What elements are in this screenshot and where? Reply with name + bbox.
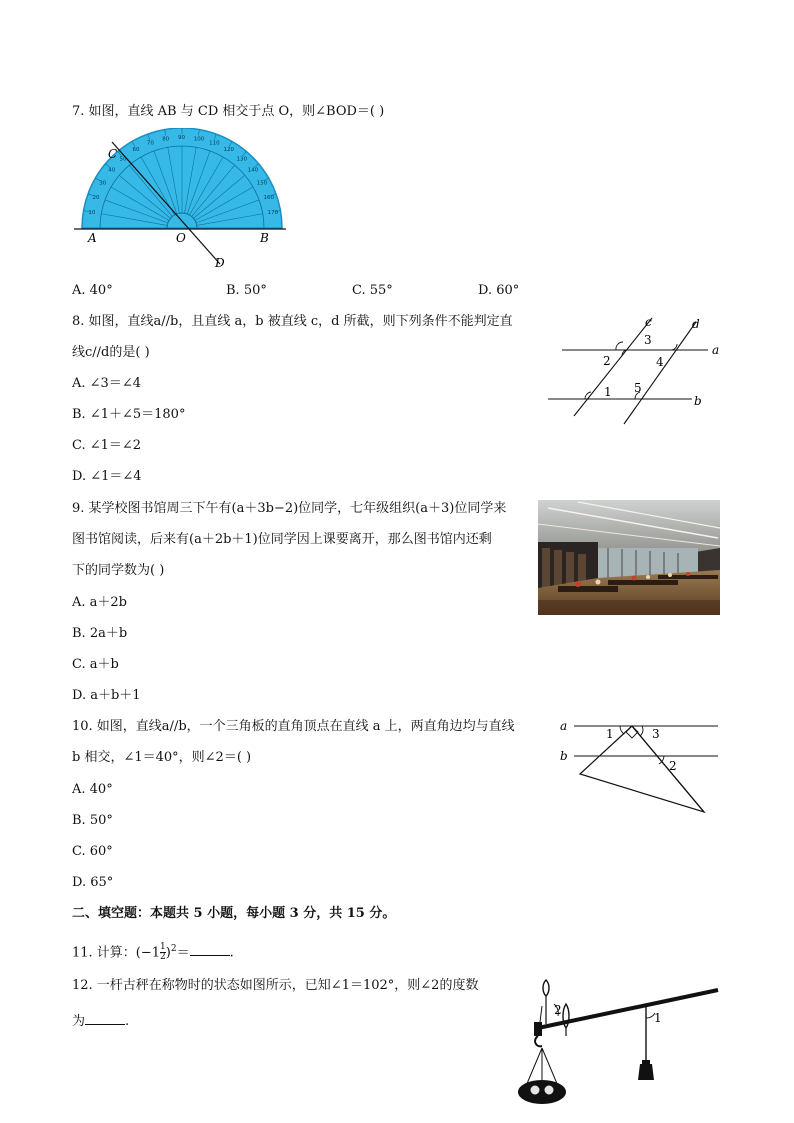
library-photo bbox=[538, 500, 720, 615]
label-a: A bbox=[88, 231, 97, 245]
label-c: c bbox=[645, 315, 652, 329]
protractor-tick-label: 100 bbox=[193, 136, 205, 143]
q12-stem-line1: 12. 一杆古秤在称物时的状态如图所示，已知∠1＝102°，则∠2的度数 bbox=[72, 978, 479, 993]
label-a: a bbox=[712, 343, 720, 357]
protractor-tick-label: 150 bbox=[256, 180, 268, 187]
q9-stem-line1: 9. 某学校图书馆周三下午有(a＋3b−2)位同学，七年级组织(a＋3)位同学来 bbox=[72, 501, 507, 516]
protractor-tick-label: 160 bbox=[263, 194, 275, 201]
label-d: D bbox=[215, 256, 225, 270]
protractor-tick-label: 80 bbox=[162, 136, 170, 143]
q11-line: 11. 计算：(−1 $\frac{1}{2}$ )$^2$＝ . bbox=[72, 942, 234, 963]
q12-stem-line2: 为 . bbox=[72, 1014, 130, 1029]
q9-option-b: B. 2a＋b bbox=[72, 626, 128, 641]
q7-protractor-figure bbox=[72, 128, 294, 272]
q8-parallel-lines-figure bbox=[546, 312, 726, 428]
protractor-tick-label: 60 bbox=[132, 147, 140, 154]
protractor-tick-label: 50 bbox=[119, 156, 127, 163]
angle-2-label: 2 bbox=[603, 354, 611, 368]
section-2-heading: 二、填空题：本题共 5 小题，每小题 3 分，共 15 分。 bbox=[72, 906, 396, 921]
set-square bbox=[580, 726, 704, 812]
protractor-tick-label: 20 bbox=[92, 194, 100, 201]
q11-prefix: 11. 计算：(−1 bbox=[72, 945, 161, 961]
scale-pan bbox=[518, 1080, 566, 1104]
label-b: B bbox=[260, 231, 269, 245]
q9-stem-line3: 下的同学数为( ) bbox=[72, 563, 165, 578]
protractor-tick-label: 70 bbox=[146, 140, 154, 147]
q10-option-a: A. 40° bbox=[72, 782, 113, 797]
q12-answer-blank[interactable] bbox=[85, 1012, 125, 1025]
q10-option-b: B. 50° bbox=[72, 813, 113, 828]
q8-option-a: A. ∠3＝∠4 bbox=[72, 376, 141, 391]
q7-stem: 7. 如图，直线 AB 与 CD 相交于点 O，则∠BOD＝( ) bbox=[72, 104, 385, 119]
q8-stem-line1: 8. 如图，直线a//b，且直线 a，b 被直线 c，d 所截，则下列条件不能判定直 bbox=[72, 314, 513, 329]
q7-option-d: D. 60° bbox=[478, 283, 520, 298]
q10-option-c: C. 60° bbox=[72, 844, 113, 859]
q9-option-c: C. a＋b bbox=[72, 657, 119, 672]
protractor-tick-label: 170 bbox=[267, 210, 279, 217]
label-d: d bbox=[692, 317, 700, 331]
q10-stem-line1: 10. 如图，直线a//b，一个三角板的直角顶点在直线 a 上，两直角边均与直线 bbox=[72, 719, 515, 734]
q9-option-d: D. a＋b＋1 bbox=[72, 688, 141, 703]
right-angle-mark bbox=[626, 726, 638, 738]
q10-stem-line2: b 相交，∠1＝40°，则∠2＝( ) bbox=[72, 750, 252, 765]
protractor-tick-label: 10 bbox=[88, 210, 96, 217]
scale-beam bbox=[538, 990, 718, 1028]
protractor-tick-label: 140 bbox=[247, 167, 259, 174]
angle-2-label: 2 bbox=[554, 1003, 562, 1017]
q8-stem-line2: 线c//d的是( ) bbox=[72, 345, 150, 360]
angle-1-label: 1 bbox=[654, 1011, 662, 1025]
q8-option-d: D. ∠1＝∠4 bbox=[72, 469, 142, 484]
q8-option-b: B. ∠1＋∠5＝180° bbox=[72, 407, 186, 422]
label-o: O bbox=[176, 231, 186, 245]
angle-3-label: 3 bbox=[644, 333, 652, 347]
label-b: b bbox=[560, 749, 568, 763]
q8-option-c: C. ∠1＝∠2 bbox=[72, 438, 142, 453]
q11-fraction: $\frac{1}{2}$ bbox=[160, 942, 166, 963]
q7-option-a: A. 40° bbox=[72, 283, 113, 298]
line-d bbox=[624, 322, 696, 424]
label-b: b bbox=[694, 394, 702, 408]
protractor-tick-label: 90 bbox=[178, 135, 185, 141]
protractor-tick-label: 130 bbox=[236, 156, 247, 163]
q7-option-c: C. 55° bbox=[352, 283, 393, 298]
angle-1-label: 1 bbox=[606, 727, 614, 741]
label-c: C bbox=[108, 147, 118, 161]
protractor-tick-label: 110 bbox=[209, 140, 220, 147]
q9-option-a: A. a＋2b bbox=[72, 595, 127, 610]
protractor-tick-label: 120 bbox=[223, 147, 234, 154]
q10-option-d: D. 65° bbox=[72, 875, 114, 890]
angle-3-label: 3 bbox=[652, 727, 660, 741]
counterweight bbox=[638, 1064, 654, 1080]
q11-answer-blank[interactable] bbox=[190, 943, 230, 956]
angle-2-label: 2 bbox=[669, 759, 677, 773]
q12-steelyard-figure bbox=[512, 976, 724, 1110]
q10-triangle-figure bbox=[556, 714, 722, 814]
q9-stem-line2: 图书馆阅读，后来有(a＋2b＋1)位同学因上课要离开，那么图书馆内还剩 bbox=[72, 532, 492, 547]
angle-5-label: 5 bbox=[634, 381, 642, 395]
angle-1-label: 1 bbox=[604, 385, 612, 399]
q7-option-b: B. 50° bbox=[226, 283, 267, 298]
protractor-tick-label: 30 bbox=[99, 180, 107, 187]
label-a: a bbox=[560, 719, 568, 733]
protractor-tick-label: 40 bbox=[108, 167, 116, 174]
angle-4-label: 4 bbox=[656, 355, 664, 369]
